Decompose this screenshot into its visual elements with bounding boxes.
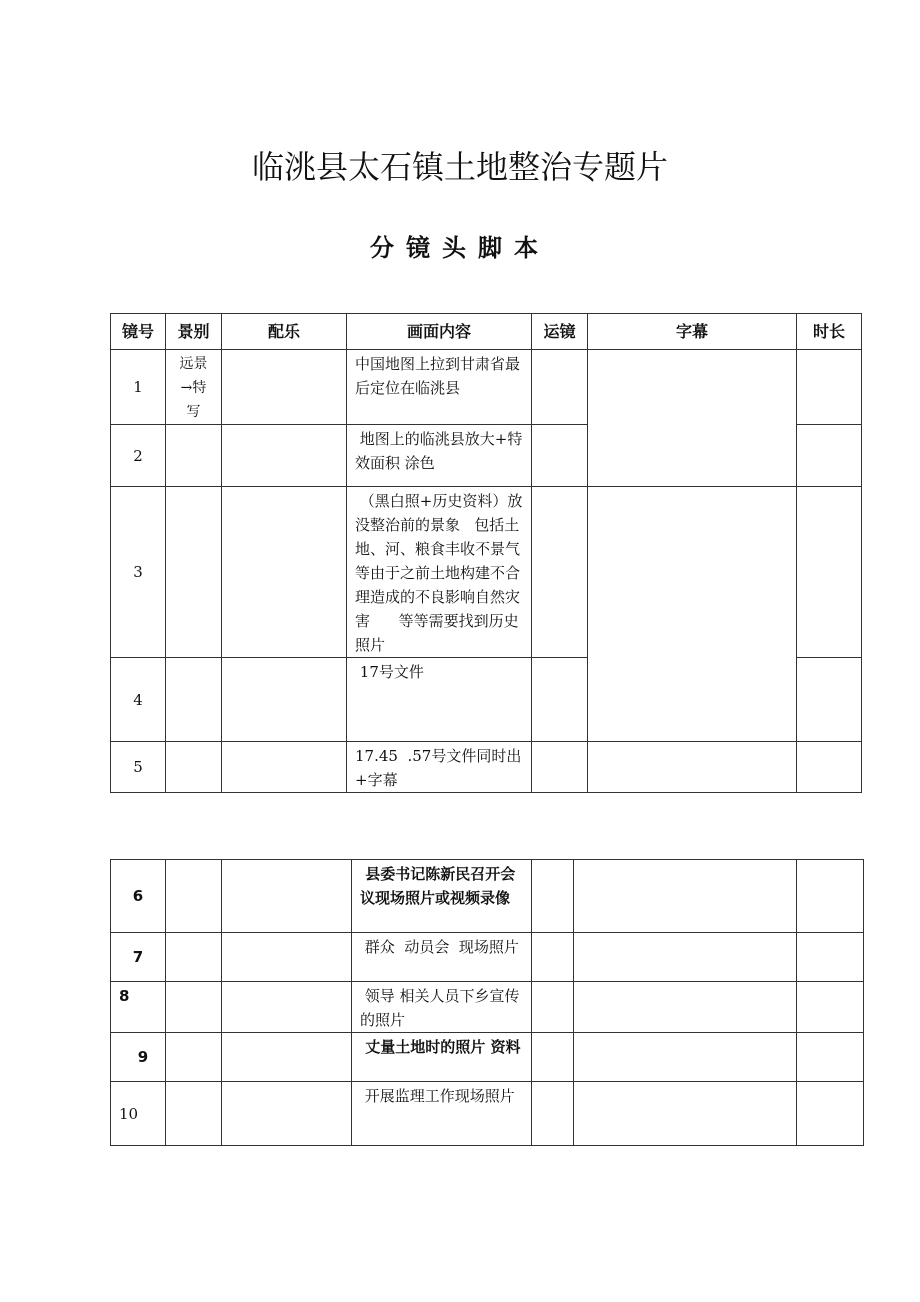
document-subtitle: 分镜头脚本 [370, 234, 550, 262]
content-cell: 领导 相关人员下乡宣传的照片 [352, 982, 532, 1033]
music-cell [222, 487, 347, 658]
table-row [111, 933, 864, 982]
shot-number: 8 [111, 982, 166, 1033]
music-cell [222, 1082, 352, 1146]
content-cell: 开展监理工作现场照片 [352, 1082, 532, 1146]
shot-type [166, 658, 222, 742]
header-camera: 运镜 [532, 314, 588, 350]
header-subtitles: 字幕 [588, 314, 797, 350]
camera-cell [532, 350, 588, 425]
content-cell: 县委书记陈新民召开会议现场照片或视频录像 [352, 860, 532, 933]
music-cell [222, 933, 352, 982]
shot-type: 远景→特写 [166, 350, 222, 425]
table-row [111, 982, 864, 1033]
camera-cell [532, 1082, 574, 1146]
music-cell [222, 860, 352, 933]
storyboard-table-1 [110, 313, 862, 793]
shot-type [166, 1033, 222, 1082]
duration-cell [797, 742, 862, 793]
header-duration: 时长 [797, 314, 862, 350]
shot-number: 3 [111, 487, 166, 658]
shot-type [166, 487, 222, 658]
table-row [111, 1082, 864, 1146]
shot-number: 9 [111, 1033, 166, 1082]
table-row [111, 742, 862, 793]
shot-type [166, 425, 222, 487]
music-cell [222, 1033, 352, 1082]
header-content: 画面内容 [347, 314, 532, 350]
shot-number: 4 [111, 658, 166, 742]
table-row [111, 860, 864, 933]
shot-type [166, 860, 222, 933]
content-cell: （黑白照+历史资料）放没整治前的景象 包括土地、河、粮食丰收不景气等由于之前土地构建不合理造成的不良影响自然灾害 等等需要找到历史照片 [347, 487, 532, 658]
shot-number: 1 [111, 350, 166, 425]
duration-cell [797, 1033, 864, 1082]
camera-cell [532, 425, 588, 487]
camera-cell [532, 742, 588, 793]
subtitle-cell [574, 933, 797, 982]
subtitle-cell [588, 487, 797, 742]
header-shot-type: 景别 [166, 314, 222, 350]
content-cell: 群众 动员会 现场照片 [352, 933, 532, 982]
music-cell [222, 982, 352, 1033]
duration-cell [797, 487, 862, 658]
subtitle-cell [574, 1082, 797, 1146]
document-title: 临洮县太石镇土地整治专题片 [251, 148, 668, 186]
camera-cell [532, 982, 574, 1033]
header-shot-number: 镜号 [111, 314, 166, 350]
content-cell: 中国地图上拉到甘肃省最后定位在临洮县 [347, 350, 532, 425]
shot-number: 2 [111, 425, 166, 487]
duration-cell [797, 982, 864, 1033]
subtitle-cell [574, 1033, 797, 1082]
camera-cell [532, 487, 588, 658]
table-row [111, 487, 862, 658]
shot-number: 10 [111, 1082, 166, 1146]
music-cell [222, 350, 347, 425]
shot-type [166, 982, 222, 1033]
duration-cell [797, 658, 862, 742]
subtitle-cell [588, 742, 797, 793]
shot-number: 6 [111, 860, 166, 933]
shot-type [166, 1082, 222, 1146]
duration-cell [797, 1082, 864, 1146]
content-cell: 17.45 .57号文件同时出+字幕 [347, 742, 532, 793]
shot-number: 5 [111, 742, 166, 793]
shot-type [166, 742, 222, 793]
shot-number: 7 [111, 933, 166, 982]
music-cell [222, 658, 347, 742]
camera-cell [532, 933, 574, 982]
subtitle-cell [574, 860, 797, 933]
duration-cell [797, 933, 864, 982]
duration-cell [797, 860, 864, 933]
subtitle-cell [588, 350, 797, 487]
music-cell [222, 425, 347, 487]
camera-cell [532, 658, 588, 742]
storyboard-table-2 [110, 859, 864, 1146]
shot-type [166, 933, 222, 982]
table-header-row [111, 314, 862, 350]
duration-cell [797, 425, 862, 487]
table-row [111, 350, 862, 425]
camera-cell [532, 1033, 574, 1082]
header-music: 配乐 [222, 314, 347, 350]
duration-cell [797, 350, 862, 425]
content-cell: 地图上的临洮县放大+特效面积 涂色 [347, 425, 532, 487]
content-cell: 17号文件 [347, 658, 532, 742]
subtitle-cell [574, 982, 797, 1033]
table-row [111, 1033, 864, 1082]
content-cell: 丈量土地时的照片 资料 [352, 1033, 532, 1082]
music-cell [222, 742, 347, 793]
camera-cell [532, 860, 574, 933]
